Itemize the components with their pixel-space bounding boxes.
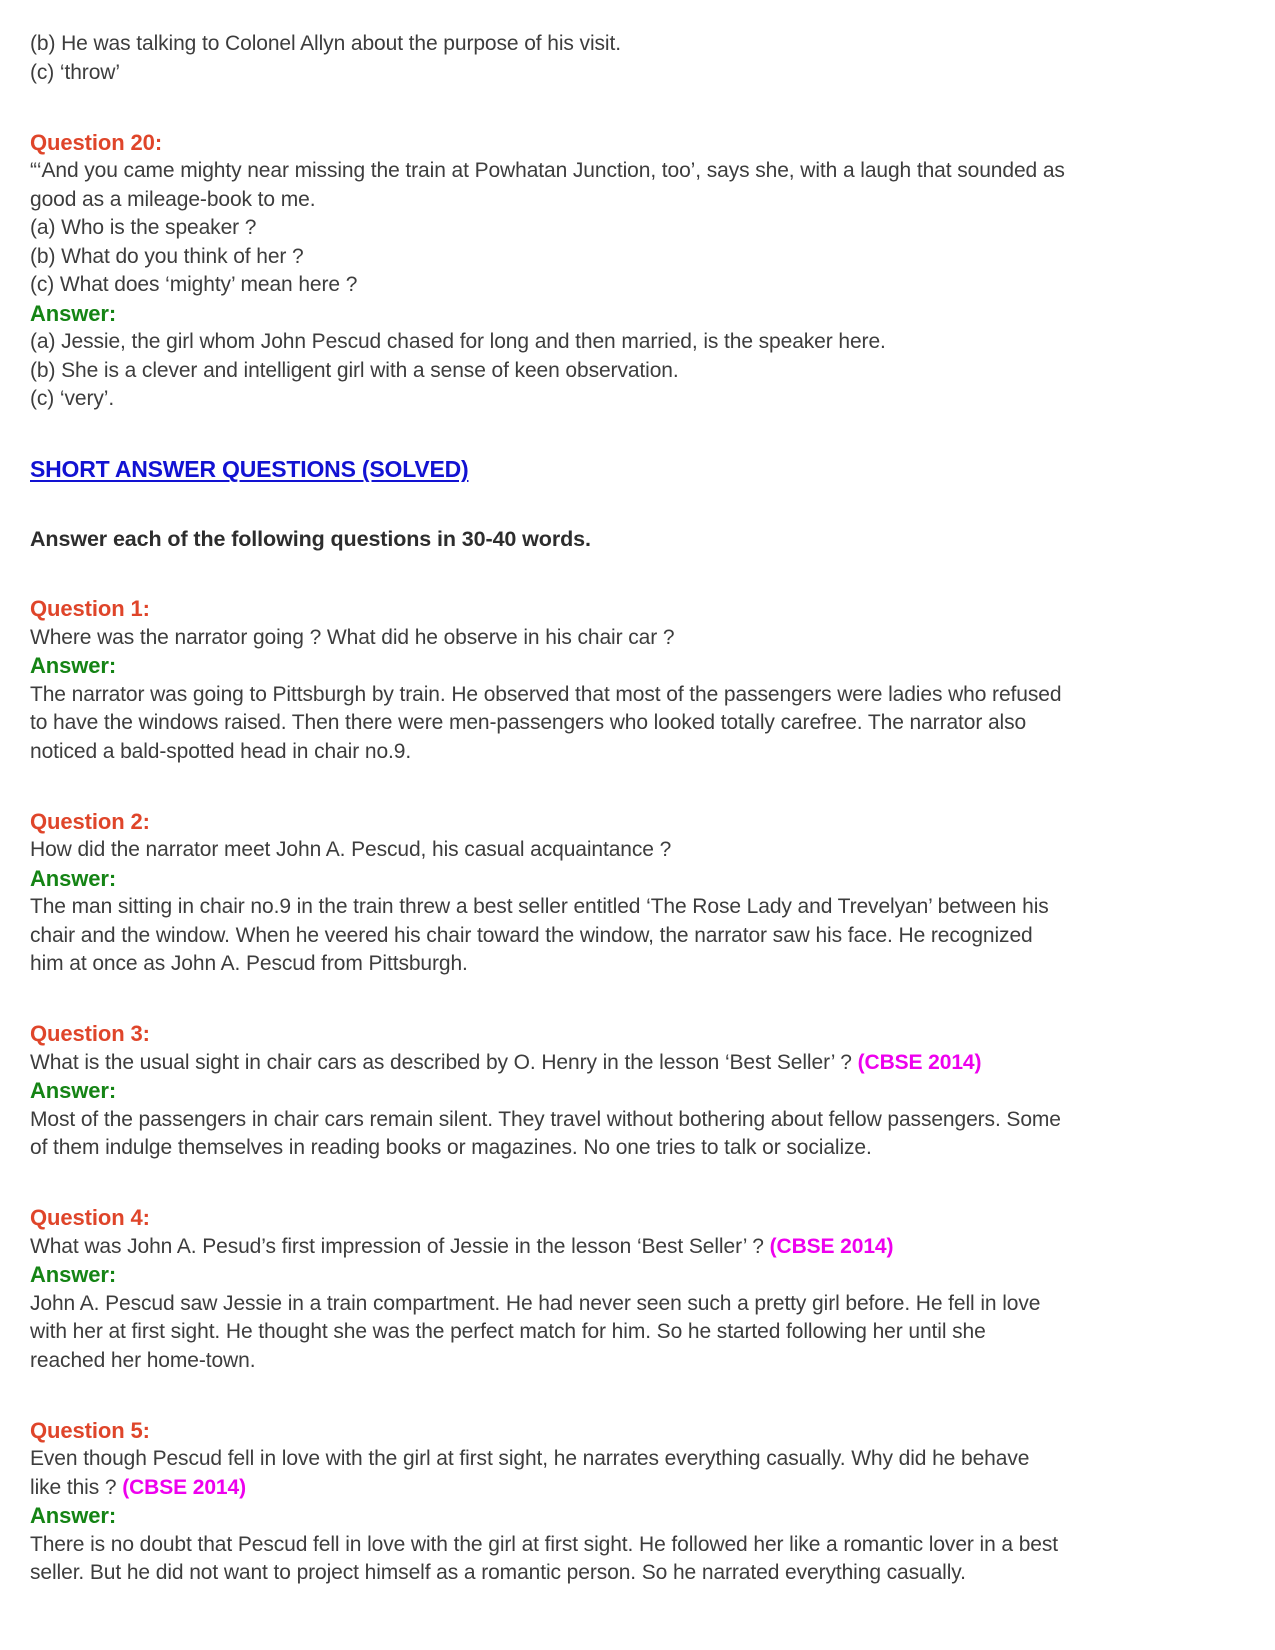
answer-label: Answer: (30, 300, 117, 326)
question-block (30, 1020, 1245, 1163)
answer-label: Answer: (30, 653, 117, 678)
question-label: Question 1: (30, 596, 150, 621)
line-text: How did the narrator meet John A. Pescud, his casual acquaintance ? (30, 838, 672, 861)
line-text: What was John A. Pesud’s first impression of Jessie in the lesson ‘Best Seller’ ? (30, 1234, 764, 1258)
line-text: What is the usual sight in chair cars as described by O. Henry in the lesson ‘Best Seller’ ? (30, 1050, 852, 1074)
text-line (30, 624, 1245, 653)
line-text: (b) He was talking to Colonel Allyn about the purpose of his visit. (30, 32, 621, 55)
question-block (30, 1417, 1245, 1588)
line-text: John A. Pescud saw Jessie in a train compartment. He had never seen such a pretty girl before. He fell in love (30, 1291, 1041, 1315)
line-text: Even though Pescud fell in love with the girl at first sight, he narrates everything casually. Why did he behave (30, 1447, 1030, 1470)
text-line (30, 157, 1245, 186)
line-text: (b) What do you think of her ? (30, 244, 304, 268)
section-heading: SHORT ANSWER QUESTIONS (SOLVED) (30, 456, 469, 482)
question-block (30, 595, 1245, 766)
text-line (30, 738, 1245, 767)
text-line (30, 1318, 1245, 1347)
line-text: good as a mileage-book to me. (30, 187, 316, 211)
text-line (30, 1559, 1245, 1588)
line-text: chair and the window. When he veered his chair toward the window, the narrator saw his face. He recognized (30, 923, 1033, 947)
text-line (30, 1531, 1245, 1560)
text-line (30, 214, 1245, 243)
text-line (30, 1233, 1245, 1262)
line-text: (a) Jessie, the girl whom John Pescud chased for long and then married, is the speaker here. (30, 330, 886, 353)
instruction-text: Answer each of the following questions in 30-40 words. (30, 527, 591, 551)
text-line (30, 1474, 1245, 1503)
line-text: to have the windows raised. Then there were men-passengers who looked totally carefree. The narrator also (30, 711, 1027, 734)
text-line (30, 1445, 1245, 1474)
text-line (30, 30, 1245, 59)
line-text: There is no doubt that Pescud fell in love with the girl at first sight. He followed her like a romantic lover in a best (30, 1532, 1059, 1556)
question-block (30, 129, 1245, 414)
text-line (30, 922, 1245, 951)
text-line (30, 836, 1245, 865)
text-line (30, 186, 1245, 215)
text-line (30, 271, 1245, 300)
cbse-year-tag: (CBSE 2014) (857, 1050, 982, 1074)
text-line (30, 1106, 1245, 1135)
text-line (30, 243, 1245, 272)
question-block (30, 808, 1245, 979)
line-text: of them indulge themselves in reading books or magazines. No one tries to talk or socialize. (30, 1136, 872, 1159)
answer-label: Answer: (30, 1262, 117, 1287)
answer-label: Answer: (30, 1078, 117, 1103)
line-text: “‘And you came mighty near missing the train at Powhatan Junction, too’, says she, with a laugh that sounded as (30, 159, 1065, 182)
question-label: Question 3: (30, 1021, 150, 1046)
text-line (30, 893, 1245, 922)
carryover-text-block (30, 30, 1245, 87)
text-line (30, 1347, 1245, 1376)
line-text: with her at first sight. He thought she was the perfect match for him. So he started following her until she (30, 1320, 986, 1343)
line-text: seller. But he did not want to project himself as a romantic person. So he narrated everything casually. (30, 1561, 966, 1584)
answer-label: Answer: (30, 865, 117, 891)
text-line (30, 357, 1245, 386)
text-line (30, 709, 1245, 738)
line-text: reached her home-town. (30, 1348, 256, 1372)
line-text: (c) ‘very’. (30, 387, 115, 410)
question-label: Question 4: (30, 1205, 150, 1230)
cbse-year-tag: (CBSE 2014) (122, 1475, 246, 1499)
cbse-year-tag: (CBSE 2014) (769, 1234, 894, 1258)
line-text: (c) ‘throw’ (30, 60, 120, 84)
text-line (30, 59, 1245, 88)
text-line (30, 681, 1245, 710)
line-text: him at once as John A. Pescud from Pittsburgh. (30, 952, 468, 975)
text-line (30, 950, 1245, 979)
text-line (30, 328, 1245, 357)
line-text: Most of the passengers in chair cars remain silent. They travel without bothering about fellow passengers. Some (30, 1107, 1061, 1131)
line-text: (a) Who is the speaker ? (30, 216, 257, 239)
question-block (30, 1204, 1245, 1375)
question-label: Question 5: (30, 1417, 150, 1443)
line-text: Where was the narrator going ? What did he observe in his chair car ? (30, 625, 675, 649)
question-label: Question 2: (30, 808, 150, 834)
text-line (30, 1134, 1245, 1163)
answer-label: Answer: (30, 1503, 117, 1528)
line-text: The narrator was going to Pittsburgh by train. He observed that most of the passengers were ladies who refused (30, 682, 1062, 706)
text-line (30, 1290, 1245, 1319)
line-text: (c) What does ‘mighty’ mean here ? (30, 273, 358, 296)
text-line (30, 385, 1245, 414)
question-label: Question 20: (30, 129, 163, 155)
line-text: The man sitting in chair no.9 in the train threw a best seller entitled ‘The Rose Lady and Trevelyan’ between his (30, 895, 1049, 918)
line-text: (b) She is a clever and intelligent girl with a sense of keen observation. (30, 358, 679, 382)
line-text: noticed a bald-spotted head in chair no.9. (30, 739, 412, 763)
line-text: like this ? (30, 1475, 117, 1499)
text-line (30, 1049, 1245, 1078)
